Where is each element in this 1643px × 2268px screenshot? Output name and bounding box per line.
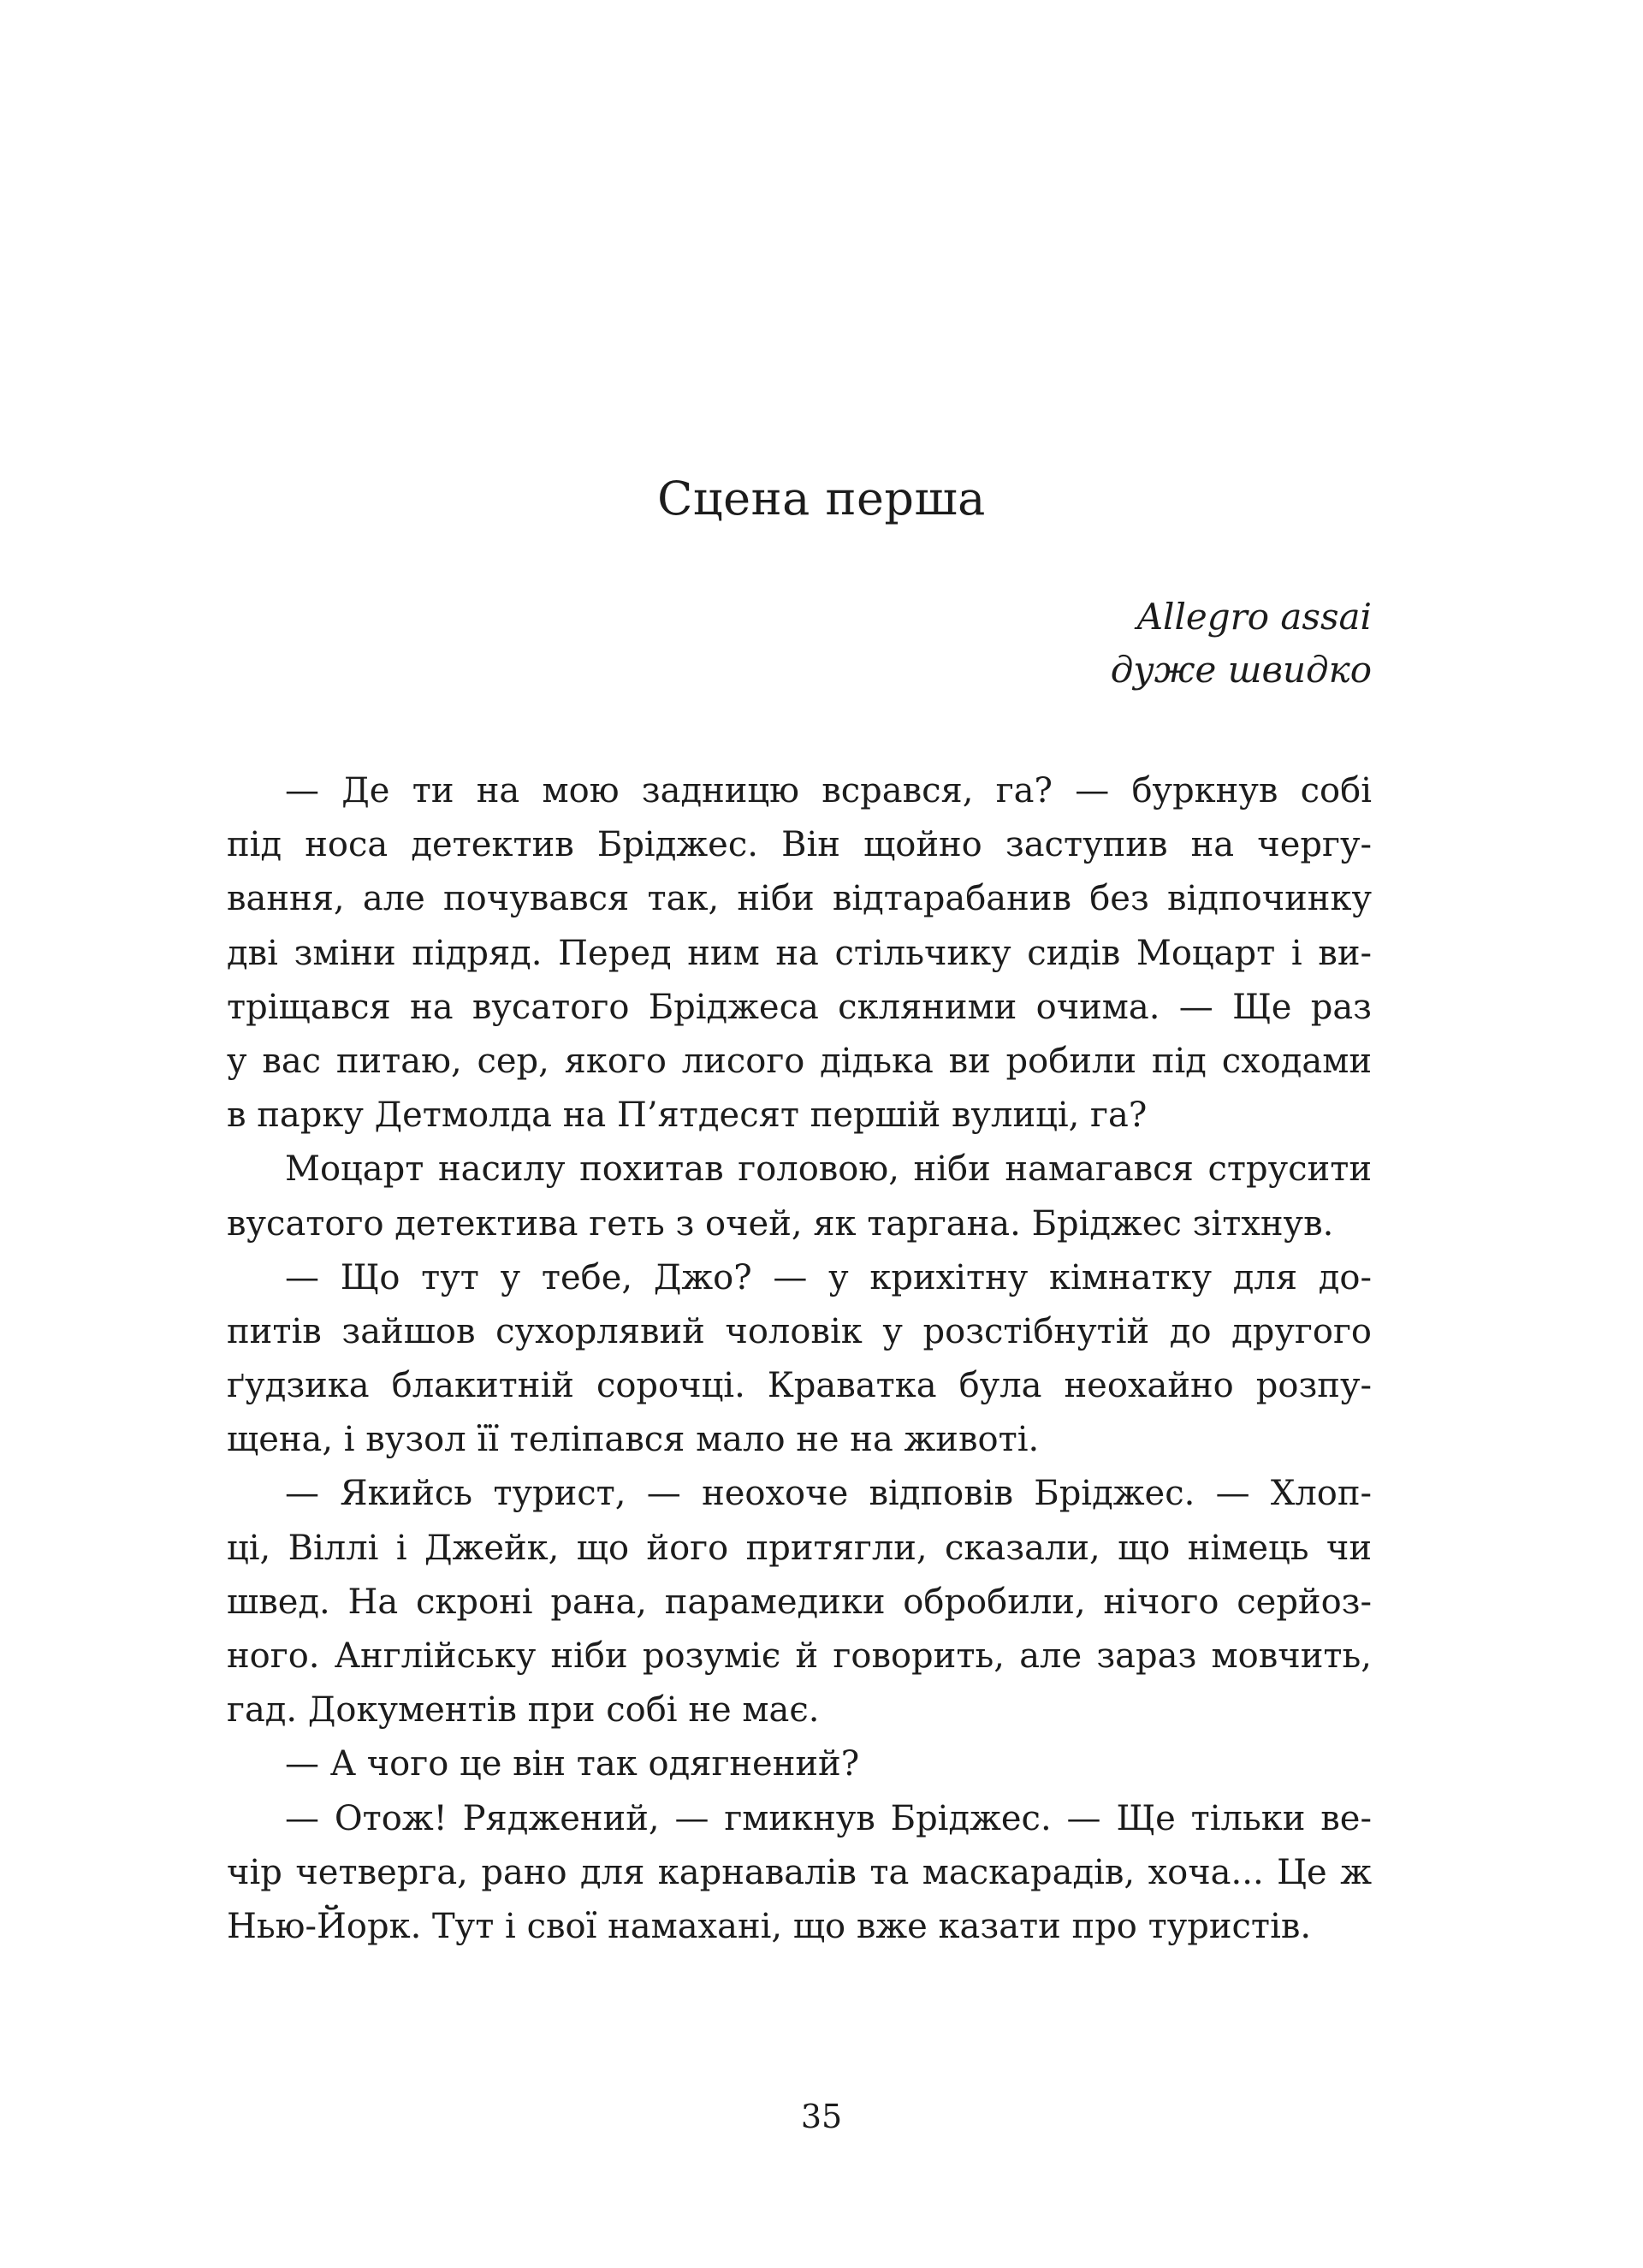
text-line: тріщався на вусатого Бріджеса скляними очима. — Ще раз	[227, 987, 1372, 1027]
text-line: у вас питаю, сер, якого лисого дідька ви робили під сходами	[227, 1041, 1372, 1081]
text-line: питів зайшов сухорлявий чоловік у розстібнутій до другого	[227, 1311, 1372, 1351]
text-line: Моцарт насилу похитав головою, ніби намагався струсити	[285, 1149, 1372, 1190]
text-line: — Що тут у тебе, Джо? — у крихітну кімнатку для до-	[285, 1257, 1372, 1297]
text-line: ного. Англійську ніби розуміє й говорить, але зараз мовчить,	[227, 1636, 1372, 1676]
text-line: вання, але почувався так, ніби відтарабанив без відпочинку	[227, 879, 1372, 919]
text-line: — Якийсь турист, — неохоче відповів Бріджес. — Хлоп-	[285, 1474, 1372, 1514]
text-line: — А чого це він так одягнений?	[285, 1744, 860, 1784]
text-line: Нью-Йорк. Тут і свої намахані, що вже казати про туристів.	[227, 1906, 1312, 1946]
text-line: — Отож! Ряджений, — гмикнув Бріджес. — Ще тільки ве-	[285, 1798, 1372, 1838]
body-text	[227, 764, 1372, 1954]
text-line: ґудзика блакитній сорочці. Краватка була неохайно розпу-	[227, 1366, 1372, 1406]
text-line: вусатого детектива геть з очей, як таргана. Бріджес зітхнув.	[227, 1203, 1334, 1244]
text-line: — Де ти на мою задницю всрався, га? — буркнув собі	[285, 771, 1372, 810]
scene-title: Сцена перша	[657, 472, 986, 525]
epigraph-translation: дуже швидко	[1110, 649, 1372, 691]
text-line: щена, і вузол її теліпався мало не на животі.	[227, 1420, 1040, 1460]
text-line: швед. На скроні рана, парамедики обробили, нічого серйоз-	[227, 1582, 1372, 1622]
page-number: 35	[800, 2098, 843, 2135]
text-line: гад. Документів при собі не має.	[227, 1690, 820, 1731]
text-line: під носа детектив Бріджес. Він щойно заступив на чергу-	[227, 825, 1372, 865]
text-line: в парку Детмолда на П’ятдесят першій вулиці, га?	[227, 1095, 1148, 1136]
epigraph-tempo: Allegro assai	[1136, 596, 1372, 638]
text-line: чір четверга, рано для карнавалів та маскарадів, хоча... Це ж	[227, 1852, 1372, 1892]
text-line: ці, Віллі і Джейк, що його притягли, сказали, що німець чи	[227, 1528, 1372, 1568]
epigraph	[1111, 591, 1372, 697]
text-line: дві зміни підряд. Перед ним на стільчику сидів Моцарт і ви-	[227, 933, 1372, 973]
